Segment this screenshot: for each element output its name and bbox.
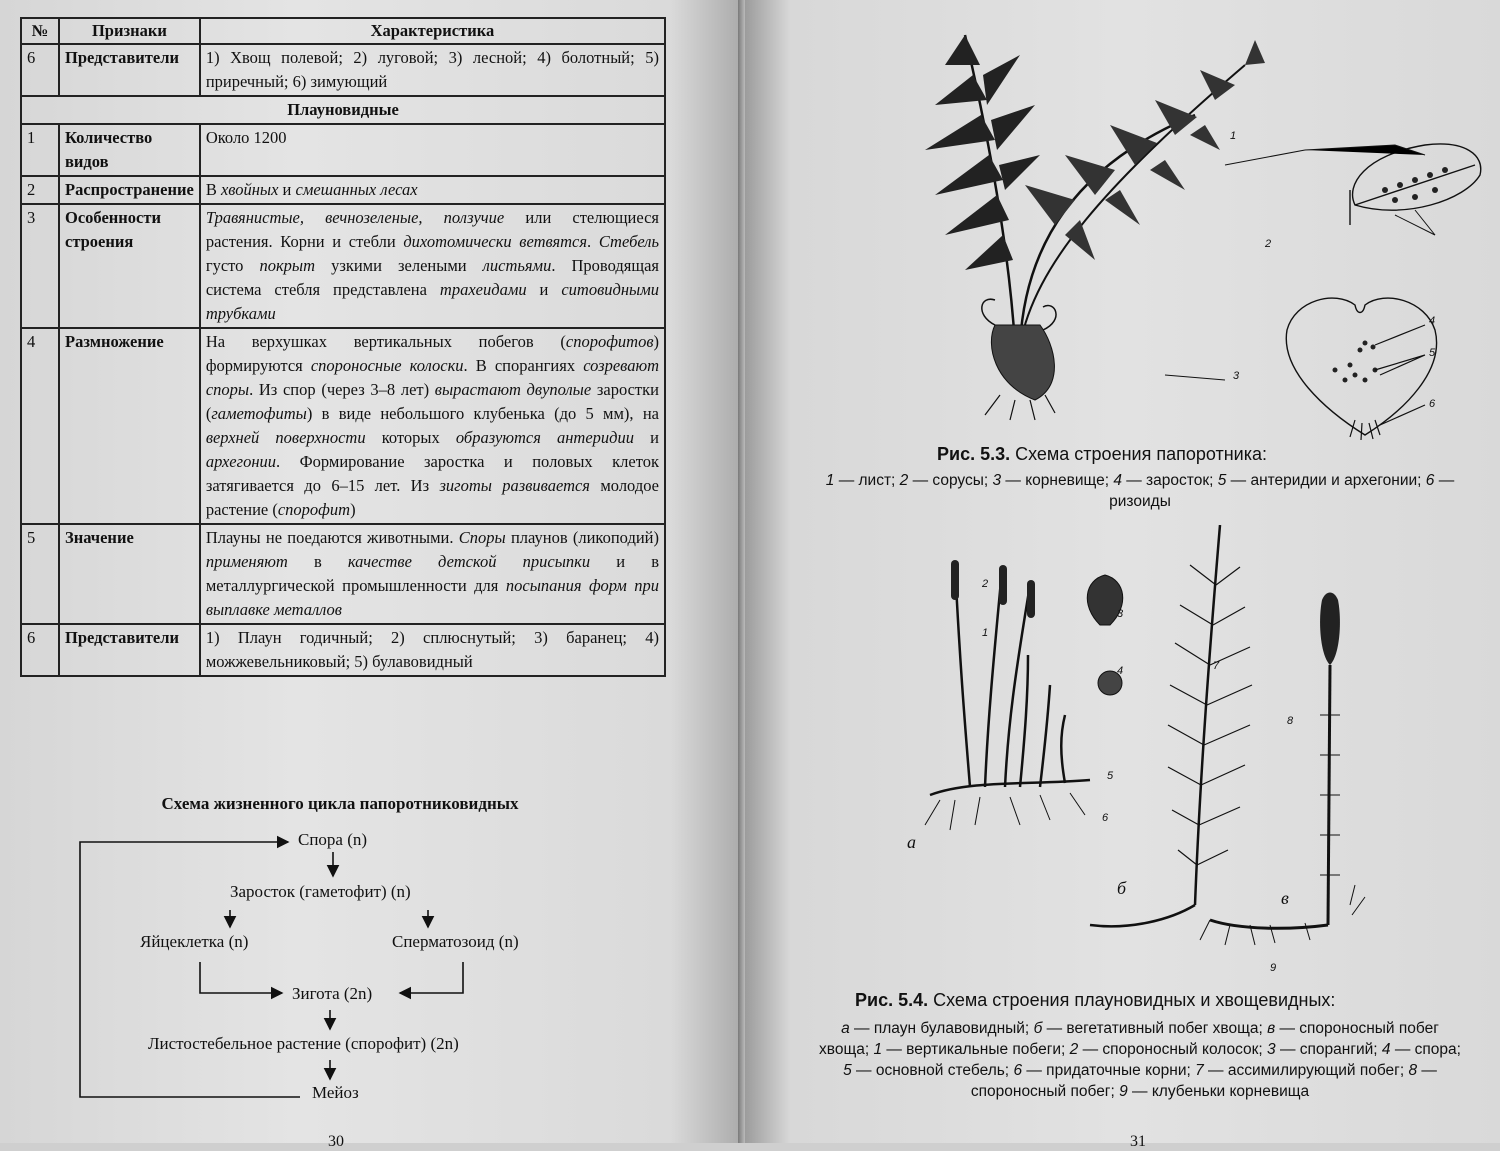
arrow-meiosis-to-spore xyxy=(80,842,300,1097)
row-text: 1) Плаун годичный; 2) сплюснутый; 3) баранец; 4) можжевельниковый; 5) булавовидный xyxy=(200,624,665,676)
fig53-title-bold: Рис. 5.3. xyxy=(937,444,1011,464)
header-characteristic: Характеристика xyxy=(200,18,665,44)
row-number: 5 xyxy=(21,524,59,624)
fig54-label-5: 5 xyxy=(1107,770,1114,782)
text-span: На верхушках вертикальных побегов ( xyxy=(205,332,566,351)
text-span: заростки ( xyxy=(205,380,659,423)
text-span: и xyxy=(634,428,659,447)
fern-illustration xyxy=(925,25,1485,445)
row-feature: Размножение xyxy=(59,328,200,524)
text-em: Споры xyxy=(458,528,506,547)
text-span: или стелющиеся растения. Корни и стебли xyxy=(205,208,660,251)
node-prothallus: Заросток (гаметофит) (n) xyxy=(230,882,411,901)
text-span: которых xyxy=(365,428,456,447)
text-em: гаметофиты xyxy=(211,404,307,423)
fig54-label-8: 8 xyxy=(1287,715,1294,727)
section-title: Плауновидные xyxy=(21,96,665,124)
legend-key: 8 xyxy=(1408,1062,1418,1079)
page-number-left: 30 xyxy=(328,1133,344,1150)
legend-text: — спороносный побег хвоща; xyxy=(819,1020,1439,1058)
node-sperm: Сперматозоид (n) xyxy=(392,932,519,951)
row-text: 1) Хвощ полевой; 2) луговой; 3) лесной; 4) болотный; 5) приречный; 6) зимующий xyxy=(200,44,665,96)
legend-key: 2 xyxy=(1069,1041,1079,1058)
header-feature: Признаки xyxy=(59,18,200,44)
fig54-letter-b: б xyxy=(1117,878,1127,898)
fig54-title-bold: Рис. 5.4. xyxy=(855,990,929,1010)
fig54-title xyxy=(855,990,1335,1011)
fig54-letter-v: в xyxy=(1281,888,1289,908)
legend-text: — спорангий; xyxy=(1275,1041,1382,1058)
legend-text: — корневище; xyxy=(1001,472,1114,489)
fig54-label-4: 4 xyxy=(1117,665,1124,677)
legend-text: — вегетативный побег хвоща; xyxy=(1042,1020,1268,1037)
text-em: спороносные колоски xyxy=(310,356,464,375)
text-span: густо xyxy=(205,256,260,275)
text-em: спорофит xyxy=(277,500,351,519)
legend-key: в xyxy=(1267,1020,1276,1037)
legend-key: 6 xyxy=(1425,472,1435,489)
legend-text: — основной стебель; xyxy=(851,1062,1014,1079)
text-span: и xyxy=(526,280,562,299)
legend-key: 5 xyxy=(1217,472,1227,489)
left-page xyxy=(0,0,745,1150)
fig54-label-9: 9 xyxy=(1270,962,1277,974)
text-em: применяют xyxy=(205,552,288,571)
arrow-sperm-zygote xyxy=(400,962,463,993)
page-number-right: 31 xyxy=(1130,1133,1146,1150)
row-feature: Представители xyxy=(59,624,200,676)
fig54-letter-a: а xyxy=(907,832,916,852)
text-em: смешанных лесах xyxy=(295,180,418,199)
arrow-egg-zygote xyxy=(200,962,282,993)
fern-label-4: 4 xyxy=(1429,315,1436,327)
text-em: зиготы развивается xyxy=(439,476,590,495)
text-span: и xyxy=(278,180,296,199)
legend-key: 4 xyxy=(1381,1041,1391,1058)
row-text: Около 1200 xyxy=(200,124,665,176)
legend-text: — ассимилирующий побег; xyxy=(1203,1062,1409,1079)
fig54-label-3: 3 xyxy=(1117,608,1124,620)
text-em: дихотомически ветвятся xyxy=(403,232,588,251)
legend-text: — вертикальные побеги; xyxy=(882,1041,1070,1058)
text-span: . xyxy=(587,232,599,251)
node-egg: Яйцеклетка (n) xyxy=(140,932,249,951)
legend-key: б xyxy=(1033,1020,1043,1037)
text-em: листьями xyxy=(482,256,552,275)
fig53-title-rest: Схема строения папоротника: xyxy=(1010,444,1267,464)
text-span: и в металлургической промышленности для xyxy=(205,552,659,595)
text-span: ) xyxy=(350,500,356,519)
node-meiosis: Мейоз xyxy=(312,1083,359,1102)
legend-key: 4 xyxy=(1113,472,1122,489)
node-zygote: Зигота (2n) xyxy=(292,984,373,1003)
text-span: В xyxy=(205,180,221,199)
right-page xyxy=(745,0,1500,1150)
legend-key: 7 xyxy=(1195,1062,1204,1079)
text-span: молодое растение ( xyxy=(205,476,659,519)
legend-text: — лист; xyxy=(834,472,900,489)
text-span: . Проводящая система стебля представлена xyxy=(205,256,659,299)
text-span: ) формируются xyxy=(205,332,659,375)
row-feature: Представители xyxy=(59,44,200,96)
text-em: созревают споры xyxy=(205,356,659,399)
text-span: . Формирование заростка и половых клеток затягивается до 6–15 лет. Из xyxy=(205,452,659,495)
text-em: спорофитов xyxy=(565,332,654,351)
text-em: посыпания форм при выплавке металлов xyxy=(205,576,659,619)
text-em: хвойных xyxy=(220,180,279,199)
legend-key: а xyxy=(841,1020,850,1037)
legend-key: 9 xyxy=(1119,1083,1128,1100)
fern-label-1: 1 xyxy=(1230,130,1237,142)
legend-key: 3 xyxy=(992,472,1002,489)
legend-text: — спора; xyxy=(1390,1041,1461,1058)
legend-text: — придаточные корни; xyxy=(1022,1062,1196,1079)
fig54-label-1: 1 xyxy=(982,627,989,639)
legend-key: 1 xyxy=(873,1041,883,1058)
fig53-title xyxy=(937,444,1267,465)
text-span: плаунов (ликоподий) xyxy=(505,528,660,547)
row-number: 1 xyxy=(21,124,59,176)
node-spore: Спора (n) xyxy=(298,830,368,849)
fern-label-5: 5 xyxy=(1429,347,1436,359)
legend-key: 5 xyxy=(843,1062,852,1079)
row-feature: Особенности строения xyxy=(59,204,200,328)
text-em: образуются антеридии xyxy=(455,428,635,447)
fig54-legend xyxy=(815,1018,1465,1102)
text-span: . Из спор (через 3–8 лет) xyxy=(249,380,435,399)
text-em: Стебель xyxy=(598,232,659,251)
node-sporophyte: Листостебельное растение (спорофит) (2n) xyxy=(148,1034,459,1053)
row-number: 3 xyxy=(21,204,59,328)
text-em: покрыт xyxy=(259,256,316,275)
row-number: 4 xyxy=(21,328,59,524)
row-number: 6 xyxy=(21,624,59,676)
text-em: ситовидными трубками xyxy=(205,280,659,323)
fig53-legend xyxy=(815,470,1465,512)
text-em: вырастают двуполые xyxy=(434,380,592,399)
text-span: узкими зелеными xyxy=(315,256,483,275)
text-em: качестве детской присыпки xyxy=(347,552,591,571)
legend-text: — сорусы; xyxy=(908,472,993,489)
legend-text: — ризоиды xyxy=(1109,472,1455,510)
text-em: трахеидами xyxy=(439,280,527,299)
legend-key: 2 xyxy=(899,472,909,489)
clubmoss-horsetail-illustration xyxy=(910,525,1390,965)
row-feature: Распространение xyxy=(59,176,200,204)
fig54-label-2: 2 xyxy=(982,578,989,590)
row-feature: Количество видов xyxy=(59,124,200,176)
text-span: ) в виде небольшого клубенька (до 5 мм), на xyxy=(306,404,659,423)
row-feature: Значение xyxy=(59,524,200,624)
row-number: 6 xyxy=(21,44,59,96)
legend-text: — заросток; xyxy=(1121,472,1218,489)
legend-key: 1 xyxy=(825,472,835,489)
text-span: Плауны не поедаются животными. xyxy=(205,528,459,547)
fern-label-6: 6 xyxy=(1429,398,1436,410)
fern-label-2: 2 xyxy=(1265,238,1272,250)
fig54-label-7: 7 xyxy=(1213,660,1220,672)
legend-key: 3 xyxy=(1267,1041,1276,1058)
fig54-title-rest: Схема строения плауновидных и хвощевидных: xyxy=(928,990,1336,1010)
header-number: № xyxy=(21,18,59,44)
legend-text: — плаун булавовидный; xyxy=(849,1020,1034,1037)
legend-text: — спороносный колосок; xyxy=(1078,1041,1268,1058)
legend-text: — спороносный побег; xyxy=(970,1062,1437,1100)
text-span: . В спорангиях xyxy=(463,356,584,375)
legend-text: — клубеньки корневища xyxy=(1127,1083,1310,1100)
text-em: Травянистые, вечнозеленые, ползучие xyxy=(205,208,505,227)
fig54-label-6: 6 xyxy=(1102,812,1109,824)
legend-text: — антеридии и архегонии; xyxy=(1226,472,1426,489)
text-em: верхней поверхности xyxy=(205,428,366,447)
legend-key: 6 xyxy=(1013,1062,1023,1079)
fern-label-3: 3 xyxy=(1233,370,1240,382)
cycle-title: Схема жизненного цикла папоротниковидных xyxy=(161,794,519,813)
cycle-arrows xyxy=(0,0,745,1143)
text-em: архегонии xyxy=(205,452,277,471)
text-span: в xyxy=(287,552,348,571)
row-number: 2 xyxy=(21,176,59,204)
